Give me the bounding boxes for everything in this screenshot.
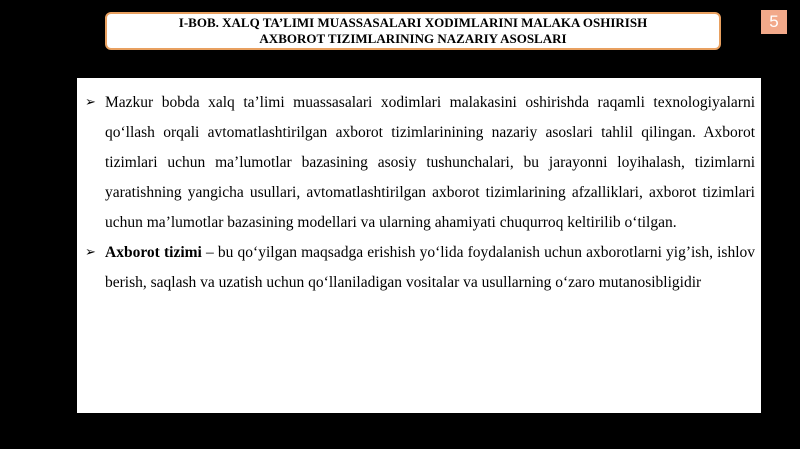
bullet-item-1 bbox=[85, 88, 755, 238]
bullet-term-2: Axborot tizimi bbox=[105, 244, 202, 261]
content-panel bbox=[77, 78, 761, 413]
slide-title-line-2: AXBOROT TIZIMLARINING NAZARIY ASOSLARI bbox=[259, 31, 567, 46]
bullet-item-2 bbox=[85, 238, 755, 298]
arrowhead-bullet-icon: ➢ bbox=[85, 245, 96, 260]
slide-title-line-1: I-BOB. XALQ TA’LIMI MUASSASALARI XODIMLARINI MALAKA OSHIRISH bbox=[178, 15, 648, 30]
bullet-text-2: – bu qo‘yilgan maqsadga erishish yo‘lida foydalanish uchun axborotlarni yig’ish, ishlov berish, saqlash va uzatish uchun qo‘llaniladigan vositalar va usullarning o‘zaro mutanosibligidir bbox=[105, 244, 756, 291]
slide-title bbox=[105, 12, 721, 50]
bullet-text-1: Mazkur bobda xalq ta’limi muassasalari xodimlari malakasini oshirishda raqamli texnologiyalarni qo‘llash orqali avtomatlashtirilgan axborot tizimlarinining nazariy asoslari tahlil qilingan. Axborot tizimlari uchun ma’lumotlar bazasining asosiy tushunchalari, bu jarayonni loyihalash, tizimlarni yaratishning yangicha usullari, avtomatlashtirilgan axborot tizimlarining afzalliklari, axborot tizimlari uchun ma’lumotlar bazasining modellari va ularning ahamiyati chuqurroq keltirilib o‘tilgan. bbox=[105, 94, 755, 231]
arrowhead-bullet-icon: ➢ bbox=[85, 95, 96, 110]
page-number-badge: 5 bbox=[761, 10, 787, 34]
